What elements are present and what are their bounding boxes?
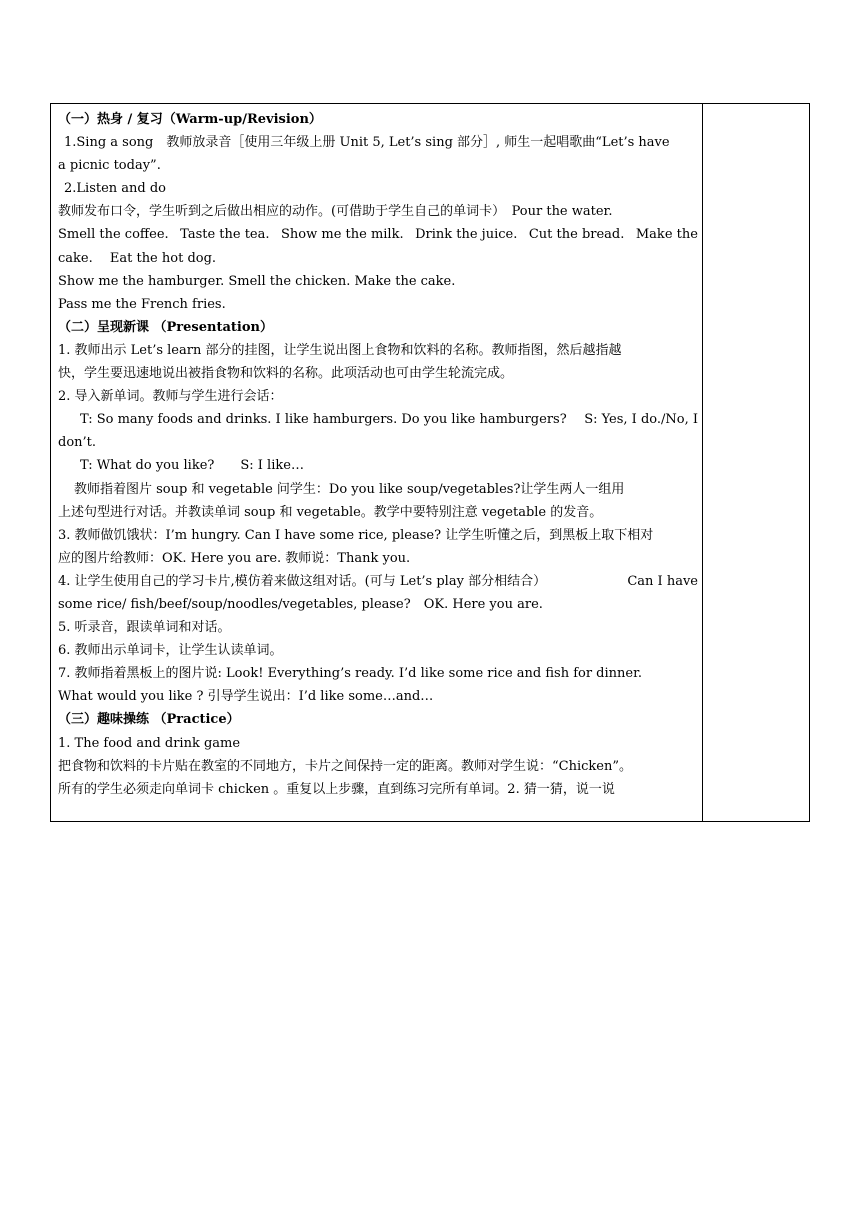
warmup-item1-line2: a picnic today”. (58, 158, 161, 174)
command-text: Drink the juice. (415, 227, 518, 243)
presentation-p7-line2: What would you like ? 引导学生说出：I’d like some…and… (58, 689, 434, 705)
warmup-item2-line1: 教师发布口令，学生听到之后做出相应的动作。(可借助于学生自己的单词卡） Pour the water. (58, 204, 613, 220)
command-text: Make the (635, 227, 698, 243)
p4-instruction: 4. 让学生使用自己的学习卡片,模仿着来做这组对话。(可与 Let’s play 部分相结合） (58, 573, 547, 589)
warmup-item1-line1: 1.Sing a song 教师放录音［使用三年级上册 Unit 5, Let’s sing 部分］, 师生一起唱歌曲“Let’s have (64, 135, 670, 151)
practice-q1-line1: 把食物和饮料的卡片贴在教室的不同地方，卡片之间保持一定的距离。教师对学生说：“Chicken”。 (58, 758, 632, 774)
dialogue-teacher: T: So many foods and drinks. I like hamburgers. Do you like hamburgers? (80, 412, 567, 428)
presentation-p2-line4: T: What do you like? S: I like… (80, 458, 304, 474)
presentation-p2-line1: 2. 导入新单词。教师与学生进行会话： (58, 389, 283, 405)
presentation-p5: 5. 听录音，跟读单词和对话。 (58, 620, 231, 636)
presentation-p2-line6: 上述句型进行对话。并教读单词 soup 和 vegetable。教学中要特别注意 vegetable 的发音。 (58, 504, 603, 520)
presentation-p6: 6. 教师出示单词卡，让学生认读单词。 (58, 643, 283, 659)
command-text: Show me the milk. (281, 227, 404, 243)
warmup-item2-line2 (58, 223, 698, 246)
command-text: Smell the coffee. (58, 227, 169, 243)
column-divider (702, 104, 703, 821)
warmup-item2-title: 2.Listen and do (64, 181, 167, 197)
lesson-plan-table (50, 103, 810, 822)
warmup-item2-line3: cake. Eat the hot dog. (58, 250, 217, 266)
presentation-p1-line1: 1. 教师出示 Let’s learn 部分的挂图，让学生说出图上食物和饮料的名称。教师指图，然后越指越 (58, 342, 622, 358)
section-heading-presentation: （二）呈现新课 （Presentation） (58, 319, 273, 335)
presentation-p2-line5: 教师指着图片 soup 和 vegetable 问学生：Do you like soup/vegetables?让学生两人一组用 (74, 481, 625, 497)
dialogue-student: S: Yes, I do./No, I (584, 412, 698, 428)
presentation-p3-line2: 应的图片给教师：OK. Here you are. 教师说：Thank you. (58, 550, 411, 566)
presentation-p7-line1: 7. 教师指着黑板上的图片说: Look! Everything’s ready. I’d like some rice and fish for dinner. (58, 666, 643, 682)
p4-dialogue-start: Can I have (627, 573, 698, 589)
section-heading-practice: （三）趣味操练 （Practice） (58, 712, 240, 728)
presentation-p2-line3: don’t. (58, 435, 97, 451)
lesson-content-cell (58, 108, 698, 801)
presentation-p1-line2: 快，学生要迅速地说出被指食物和饮料的名称。此项活动也可由学生轮流完成。 (58, 366, 514, 382)
warmup-item2-line5: Pass me the French fries. (58, 296, 226, 312)
presentation-p4-line2: some rice/ fish/beef/soup/noodles/vegetables, please? OK. Here you are. (58, 596, 543, 612)
presentation-p3-line1: 3. 教师做饥饿状：I’m hungry. Can I have some rice, please? 让学生听懂之后，到黑板上取下相对 (58, 527, 654, 543)
command-text: Cut the bread. (528, 227, 625, 243)
presentation-p4-line1 (58, 570, 698, 593)
practice-q1-line2: 所有的学生必须走向单词卡 chicken 。重复以上步骤，直到练习完所有单词。2. 猜一猜，说一说 (58, 781, 615, 797)
warmup-item2-line4: Show me the hamburger. Smell the chicken. Make the cake. (58, 273, 456, 289)
presentation-p2-line2 (58, 408, 698, 431)
section-heading-warmup: （一）热身 / 复习（Warm-up/Revision） (58, 112, 322, 127)
practice-q1-title: 1. The food and drink game (58, 735, 241, 751)
command-text: Taste the tea. (180, 227, 270, 243)
